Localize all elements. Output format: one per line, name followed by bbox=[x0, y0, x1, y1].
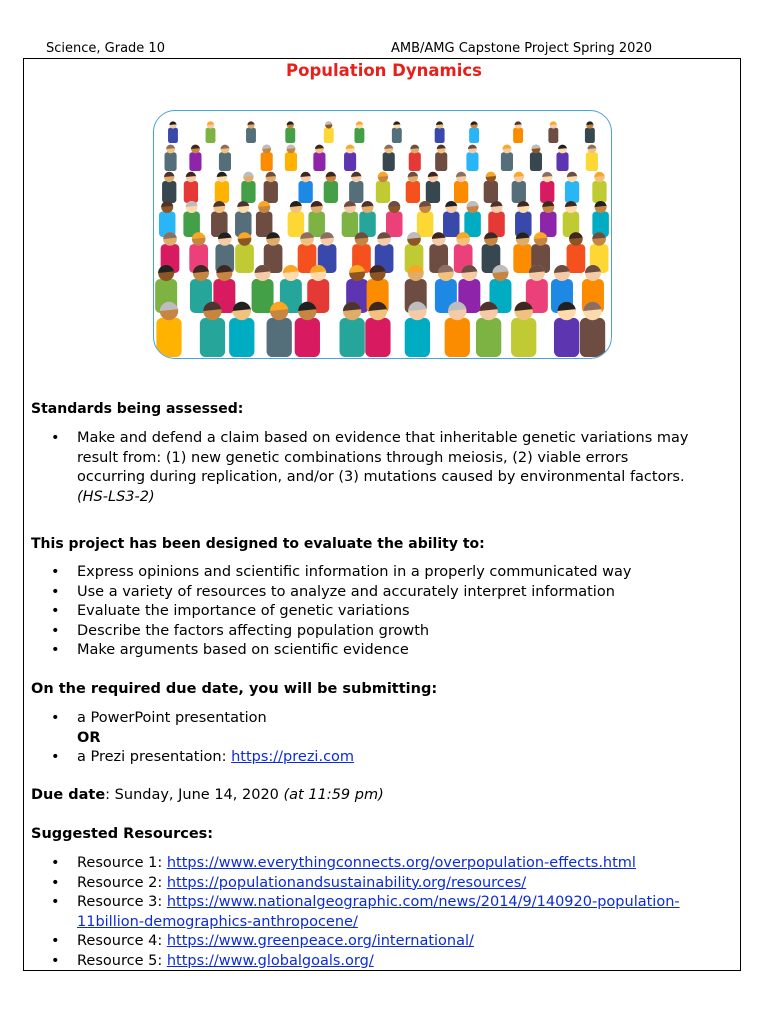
person-figure bbox=[285, 121, 295, 143]
person-figure bbox=[211, 201, 228, 237]
standard-line: Make and defend a claim based on evidence that inheritable genetic variations may bbox=[77, 430, 689, 446]
person-figure bbox=[184, 172, 198, 203]
resource-label: Resource 5: bbox=[77, 952, 167, 969]
person-figure bbox=[515, 201, 532, 237]
resource-link[interactable]: https://www.globalgoals.org/ bbox=[166, 952, 374, 969]
ability-item: Make arguments based on scientific evidence bbox=[77, 642, 409, 658]
person-figure bbox=[162, 172, 176, 203]
list-item bbox=[0, 893, 737, 932]
ability-item: Evaluate the importance of genetic variations bbox=[77, 603, 410, 619]
due-date-colon: : bbox=[105, 787, 111, 803]
standards-list bbox=[0, 429, 737, 507]
list-item bbox=[0, 563, 737, 583]
person-figure bbox=[359, 201, 376, 237]
person-figure bbox=[592, 201, 609, 237]
standard-line: result from: (1) new genetic combinations through meiosis, (2) viable errors bbox=[77, 449, 629, 466]
person-figure bbox=[189, 145, 201, 171]
person-figure bbox=[168, 121, 178, 143]
person-figure bbox=[252, 265, 274, 313]
list-item bbox=[0, 622, 737, 642]
person-figure bbox=[200, 302, 225, 357]
list-item bbox=[0, 748, 737, 768]
person-figure bbox=[285, 145, 297, 171]
ability-item: Describe the factors affecting population growth bbox=[77, 622, 430, 639]
due-date-time: (at 11:59 pm) bbox=[283, 787, 384, 803]
standard-line: occurring during replication, and/or (3) mutations caused by environmental factors. bbox=[77, 469, 685, 485]
person-figure bbox=[365, 302, 390, 357]
person-figure bbox=[256, 201, 273, 237]
person-figure bbox=[264, 172, 278, 203]
submission-item: a Prezi presentation: bbox=[77, 749, 232, 765]
resource-link[interactable]: https://www.nationalgeographic.com/news/2014/9/140920-population- bbox=[166, 894, 680, 910]
person-figure bbox=[488, 201, 505, 237]
person-figure bbox=[409, 145, 421, 171]
person-figure bbox=[386, 201, 403, 237]
bullet-icon: • bbox=[51, 952, 60, 969]
resource-label: Resource 2: bbox=[77, 874, 167, 891]
bullet-icon: • bbox=[51, 749, 60, 765]
person-figure bbox=[383, 145, 395, 171]
person-figure bbox=[501, 145, 513, 171]
submission-list bbox=[0, 709, 737, 768]
page-title: Population Dynamics bbox=[286, 61, 482, 80]
person-figure bbox=[219, 145, 231, 171]
ability-list bbox=[0, 563, 737, 661]
person-figure bbox=[183, 201, 200, 237]
due-date-label: Due date bbox=[31, 787, 106, 803]
bullet-icon: • bbox=[51, 874, 60, 891]
resource-label: Resource 1: bbox=[77, 855, 167, 871]
person-figure bbox=[246, 121, 256, 143]
person-figure bbox=[344, 145, 356, 171]
resource-link[interactable]: https://populationandsustainability.org/resources/ bbox=[166, 874, 527, 891]
person-figure bbox=[556, 145, 568, 171]
person-figure bbox=[565, 172, 579, 203]
due-date-value: Sunday, June 14, 2020 bbox=[110, 787, 284, 803]
person-figure bbox=[435, 121, 445, 143]
list-item bbox=[0, 709, 737, 729]
submission-or: OR bbox=[77, 729, 101, 746]
bullet-icon: • bbox=[51, 430, 60, 446]
header-right: AMB/AMG Capstone Project Spring 2020 bbox=[391, 41, 652, 56]
resource-link[interactable]: https://www.everythingconnects.org/overpopulation-effects.html bbox=[166, 855, 636, 871]
prezi-link[interactable]: https://prezi.com bbox=[231, 749, 355, 765]
person-figure bbox=[445, 302, 470, 357]
person-figure bbox=[426, 172, 440, 203]
person-figure bbox=[206, 121, 216, 143]
list-item bbox=[0, 874, 737, 894]
list-item bbox=[0, 729, 737, 749]
person-figure bbox=[563, 201, 580, 237]
resource-link[interactable]: https://www.greenpeace.org/international/ bbox=[166, 933, 474, 949]
due-date-line bbox=[31, 787, 384, 803]
person-figure bbox=[349, 172, 363, 203]
crowd-illustration bbox=[153, 110, 612, 359]
person-figure bbox=[512, 172, 526, 203]
bullet-icon: • bbox=[51, 622, 60, 639]
resources-heading: Suggested Resources: bbox=[31, 826, 214, 842]
person-figure bbox=[592, 172, 606, 203]
list-item bbox=[0, 602, 737, 622]
ability-item: Express opinions and scientific information in a properly communicated way bbox=[77, 564, 632, 580]
person-figure bbox=[313, 145, 325, 171]
person-figure bbox=[354, 121, 364, 143]
list-item bbox=[0, 932, 737, 952]
person-figure bbox=[342, 201, 359, 237]
person-figure bbox=[417, 201, 434, 237]
bullet-icon: • bbox=[51, 642, 60, 658]
standards-heading: Standards being assessed: bbox=[31, 401, 244, 417]
person-figure bbox=[339, 302, 364, 357]
bullet-icon: • bbox=[51, 603, 60, 619]
person-figure bbox=[443, 201, 460, 237]
bullet-icon: • bbox=[51, 583, 60, 600]
person-figure bbox=[548, 121, 558, 143]
person-figure bbox=[540, 172, 554, 203]
list-item bbox=[0, 952, 737, 972]
person-figure bbox=[435, 145, 447, 171]
person-figure bbox=[376, 172, 390, 203]
person-figure bbox=[554, 302, 579, 357]
resource-label: Resource 3: bbox=[77, 894, 167, 910]
bullet-icon: • bbox=[51, 855, 60, 871]
person-figure bbox=[484, 172, 498, 203]
person-figure bbox=[513, 232, 532, 273]
person-figure bbox=[513, 121, 523, 143]
ability-item: Use a variety of resources to analyze and accurately interpret information bbox=[77, 583, 615, 600]
person-figure bbox=[159, 201, 176, 237]
bullet-icon: • bbox=[51, 710, 60, 726]
person-figure bbox=[464, 201, 481, 237]
person-figure bbox=[295, 302, 320, 357]
person-figure bbox=[580, 302, 605, 357]
person-figure bbox=[454, 172, 468, 203]
person-figure bbox=[324, 172, 338, 203]
bullet-icon: • bbox=[51, 564, 60, 580]
person-figure bbox=[235, 201, 252, 237]
standard-code: (HS-LS3-2) bbox=[77, 488, 155, 505]
submission-item: a PowerPoint presentation bbox=[77, 710, 267, 726]
person-figure bbox=[585, 121, 595, 143]
person-figure bbox=[567, 232, 586, 273]
list-item bbox=[0, 583, 737, 603]
person-figure bbox=[241, 172, 255, 203]
person-figure bbox=[466, 145, 478, 171]
bullet-icon: • bbox=[51, 933, 60, 949]
person-figure bbox=[165, 145, 177, 171]
person-figure bbox=[405, 302, 430, 357]
person-figure bbox=[156, 302, 181, 357]
ability-heading: This project has been designed to evaluate the ability to: bbox=[31, 536, 485, 552]
person-figure bbox=[324, 121, 334, 143]
header-left: Science, Grade 10 bbox=[46, 41, 165, 56]
person-figure bbox=[392, 121, 402, 143]
person-figure bbox=[288, 201, 305, 237]
person-figure bbox=[235, 232, 254, 273]
person-figure bbox=[308, 201, 325, 237]
submission-heading: On the required due date, you will be submitting: bbox=[31, 681, 438, 697]
person-figure bbox=[540, 201, 557, 237]
person-figure bbox=[476, 302, 501, 357]
person-figure bbox=[229, 302, 254, 357]
list-item bbox=[0, 429, 737, 507]
list-item bbox=[0, 854, 737, 874]
person-figure bbox=[511, 302, 536, 357]
person-figure bbox=[267, 302, 292, 357]
person-figure bbox=[261, 145, 273, 171]
person-figure bbox=[469, 121, 479, 143]
resource-label: Resource 4: bbox=[77, 933, 167, 949]
person-figure bbox=[298, 172, 312, 203]
resources-list bbox=[0, 854, 737, 971]
bullet-icon: • bbox=[51, 894, 60, 910]
resource-link-continued[interactable]: 11billion-demographics-anthropocene/ bbox=[77, 913, 358, 930]
list-item bbox=[0, 641, 737, 661]
person-figure bbox=[406, 172, 420, 203]
person-figure bbox=[530, 145, 542, 171]
person-figure bbox=[586, 145, 598, 171]
person-figure bbox=[215, 172, 229, 203]
